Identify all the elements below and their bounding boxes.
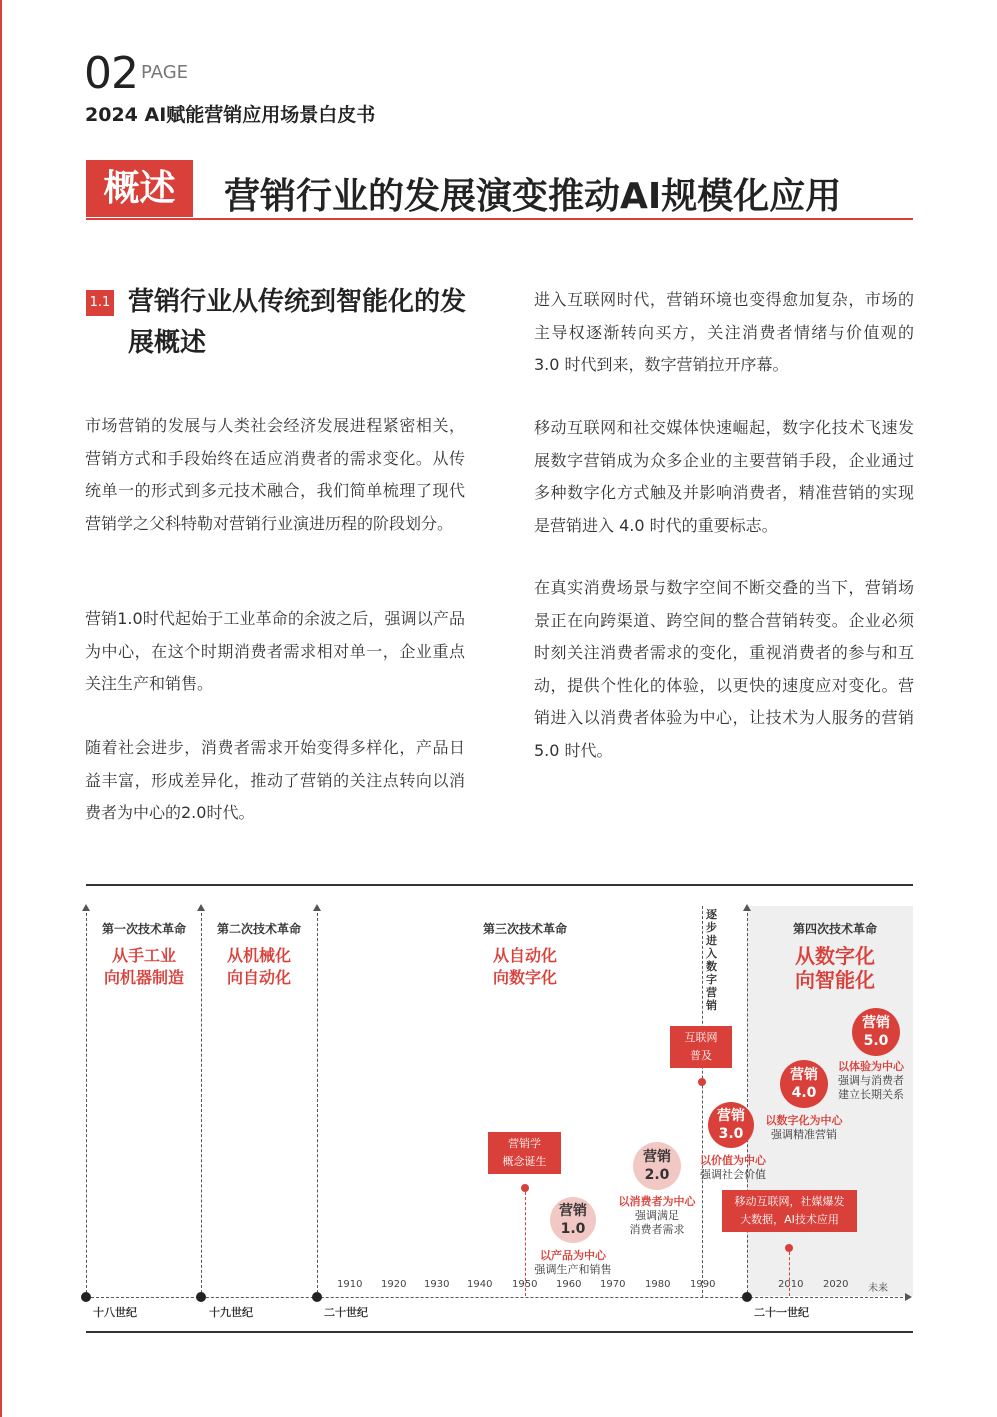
timeline-bottom-rule	[86, 1331, 913, 1333]
year-label: 1990	[690, 1279, 716, 1290]
era-4-desc: 从数字化 向智能化	[795, 944, 875, 992]
right-paragraph-3: 在真实消费场景与数字空间不断交叠的当下，营销场景正在向跨渠道、跨空间的整合营销转变。企业必须时刻关注消费者需求的变化，重视消费者的参与和互动，提供个性化的体验，以更快的速度应对变化。营销进入以消费者体验为中心，让技术为人服务的营销 5.0 时代。	[534, 578, 914, 760]
era-divider-1	[86, 908, 87, 1298]
year-label: 1960	[556, 1279, 582, 1290]
era-3-title: 第三次技术革命	[482, 922, 567, 936]
year-label: 1970	[600, 1279, 626, 1290]
year-label: 1920	[381, 1279, 407, 1290]
axis-node	[81, 1292, 91, 1302]
stage-4-bubble: 营销 4.0	[780, 1060, 828, 1108]
era-1-title: 第一次技术革命	[101, 922, 186, 936]
stage-3-caption: 以价值为中心 强调社会价值	[700, 1154, 766, 1181]
event-marketing-concept: 营销学 概念诞生	[488, 1132, 561, 1174]
section-title: 营销行业的发展演变推动AI规模化应用	[224, 176, 842, 217]
event-marker	[698, 1078, 706, 1086]
era-divider-4	[702, 906, 703, 1298]
event-stem	[789, 1252, 790, 1296]
era-divider-5	[747, 908, 748, 1298]
subsection-title: 营销行业从传统到智能化的发展概述	[128, 287, 467, 358]
stage-2-caption: 以消费者为中心 强调满足 消费者需求	[618, 1195, 696, 1236]
axis-node	[742, 1292, 752, 1302]
stage-2-bubble: 营销 2.0	[633, 1142, 681, 1190]
event-mobile-internet: 移动互联网，社媒爆发 大数据，AI技术应用	[722, 1190, 857, 1232]
axis-node	[312, 1292, 322, 1302]
arrow-up-icon	[82, 904, 90, 911]
vertical-label: 逐步进入数字营销	[706, 908, 717, 1012]
stage-5-bubble: 营销 5.0	[852, 1008, 900, 1056]
era-1-desc: 从手工业 向机器制造	[103, 946, 184, 987]
year-label: 1980	[645, 1279, 671, 1290]
event-stem	[525, 1192, 526, 1296]
timeline-top-rule	[86, 884, 913, 886]
arrow-right-icon	[905, 1293, 912, 1301]
stage-1-bubble: 营销 1.0	[550, 1197, 596, 1243]
event-marker	[521, 1184, 529, 1192]
arrow-up-icon	[743, 904, 751, 911]
right-paragraph-2: 移动互联网和社交媒体快速崛起，数字化技术飞速发展数字营销成为众多企业的主要营销手段，企业通过多种数字化方式触及并影响消费者，精准营销的实现是营销进入 4.0 时代的重要标志。	[534, 418, 914, 535]
stage-5-caption: 以体验为中心 强调与消费者 建立长期关系	[838, 1060, 904, 1101]
left-paragraph-3: 随着社会进步，消费者需求开始变得多样化，产品日益丰富，形成差异化，推动了营销的关注点转向以消费者为中心的2.0时代。	[85, 738, 465, 822]
page-label: PAGE	[141, 62, 189, 83]
arrow-up-icon	[313, 904, 321, 911]
left-paragraph-2: 营销1.0时代起始于工业革命的余波之后，强调以产品为中心，在这个时期消费者需求相对单一，企业重点关注生产和销售。	[85, 609, 465, 693]
timeline-axis	[86, 1297, 908, 1298]
era-divider-2	[201, 908, 202, 1298]
era-2-title: 第二次技术革命	[216, 922, 301, 936]
stage-4-caption: 以数字化为中心 强调精准营销	[765, 1114, 843, 1141]
year-label: 1950	[512, 1279, 538, 1290]
axis-node	[196, 1292, 206, 1302]
document-title: 2024 AI赋能营销应用场景白皮书	[85, 104, 376, 126]
era-divider-3	[317, 908, 318, 1298]
year-label: 1930	[424, 1279, 450, 1290]
section-divider	[86, 218, 913, 220]
year-label: 1910	[337, 1279, 363, 1290]
event-marker	[785, 1244, 793, 1252]
left-paragraph-1: 市场营销的发展与人类社会经济发展进程紧密相关，营销方式和手段始终在适应消费者的需求变化。从传统单一的形式到多元技术融合，我们简单梳理了现代营销学之父科特勒对营销行业演进历程的阶段划分。	[85, 416, 465, 533]
year-label: 1940	[467, 1279, 493, 1290]
event-internet: 互联网 普及	[670, 1026, 732, 1068]
century-label: 十八世纪	[93, 1306, 137, 1319]
section-tag: 概述	[86, 160, 193, 217]
year-label: 2010	[778, 1279, 804, 1290]
era-3-desc: 从自动化 向数字化	[492, 946, 557, 987]
era-2-desc: 从机械化 向自动化	[226, 946, 291, 987]
page-edge-accent	[0, 0, 2, 1417]
arrow-up-icon	[197, 904, 205, 911]
right-paragraph-1: 进入互联网时代，营销环境也变得愈加复杂，市场的主导权逐渐转向买方，关注消费者情绪与价值观的 3.0 时代到来，数字营销拉开序幕。	[534, 290, 914, 374]
century-label: 二十一世纪	[754, 1306, 809, 1319]
page-number: 02	[84, 48, 138, 99]
century-label: 二十世纪	[324, 1306, 368, 1319]
year-label: 2020	[823, 1279, 849, 1290]
subsection-number: 1.1	[86, 290, 114, 316]
stage-1-caption: 以产品为中心 强调生产和销售	[534, 1249, 612, 1276]
stage-3-bubble: 营销 3.0	[708, 1102, 754, 1148]
era-4-title: 第四次技术革命	[792, 922, 877, 936]
century-label: 十九世纪	[209, 1306, 253, 1319]
year-label: 未来	[868, 1283, 888, 1294]
